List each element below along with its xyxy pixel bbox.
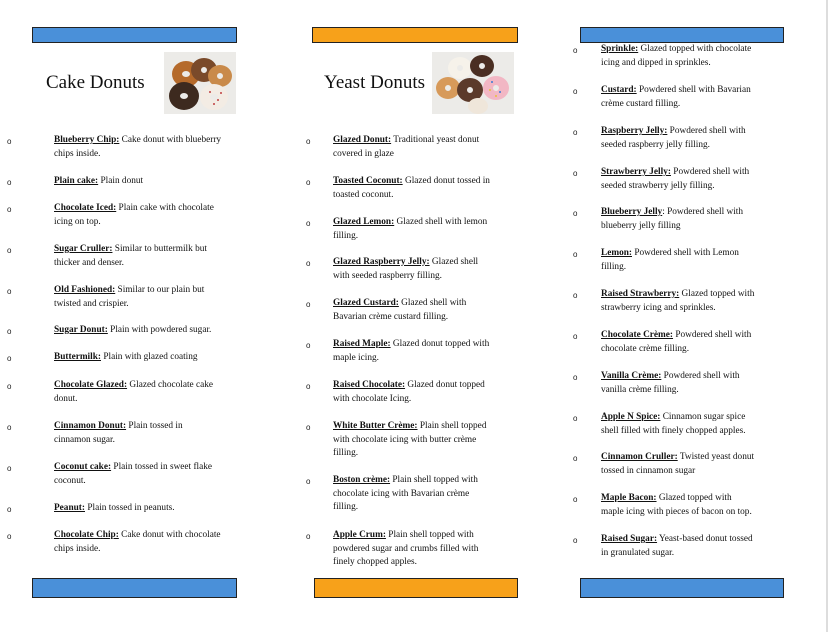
more-footer-bar: [580, 578, 784, 598]
list-bullet: o: [7, 246, 12, 255]
list-item: Peanut: Plain tossed in peanuts.: [54, 503, 175, 513]
list-bullet: o: [7, 464, 12, 473]
item-name: Glazed Raspberry Jelly:: [333, 257, 430, 267]
list-item: Chocolate Glazed: Glazed chocolate cake donut.: [54, 380, 214, 404]
list-bullet: o: [573, 87, 578, 96]
item-name: Boston crème:: [333, 475, 391, 485]
cake-header-bar: [32, 27, 237, 43]
list-bullet: o: [7, 532, 12, 541]
cake-footer-bar: [32, 578, 237, 598]
list-item: Coconut cake: Plain tossed in sweet flake coconut.: [54, 462, 213, 486]
list-bullet: o: [573, 373, 578, 382]
list-bullet: o: [7, 382, 12, 391]
list-bullet: o: [306, 532, 311, 541]
list-bullet: o: [7, 287, 12, 296]
list-bullet: o: [7, 137, 12, 146]
list-item: Sprinkle: Glazed topped with chocolate icing and dipped in sprinkles.: [601, 44, 752, 68]
item-name: Chocolate Iced:: [54, 203, 117, 213]
list-bullet: o: [306, 178, 311, 187]
list-item: Blueberry Chip: Cake donut with blueberry chips inside.: [54, 135, 222, 159]
item-name: Raised Maple:: [333, 339, 391, 349]
list-bullet: o: [306, 219, 311, 228]
list-bullet: o: [7, 354, 12, 363]
list-item: Raised Maple: Glazed donut topped with maple icing.: [333, 339, 490, 363]
item-name: Chocolate Chip:: [54, 530, 119, 540]
item-name: Apple Crum:: [333, 530, 386, 540]
list-item: Maple Bacon: Glazed topped with maple icing with pieces of bacon on top.: [601, 493, 752, 517]
list-bullet: o: [306, 137, 311, 146]
yeast-footer-bar: [314, 578, 518, 598]
list-bullet: o: [573, 291, 578, 300]
item-name: Apple N Spice:: [601, 412, 661, 422]
list-item: Raised Strawberry: Glazed topped with strawberry icing and sprinkles.: [601, 289, 755, 313]
list-item: Blueberry Jelly: Powdered shell with blueberry jelly filling: [601, 207, 744, 231]
item-name: Lemon:: [601, 248, 632, 258]
list-bullet: o: [573, 454, 578, 463]
list-bullet: o: [7, 423, 12, 432]
item-name: Blueberry Jelly: [601, 207, 663, 217]
yeast-donuts-title: Yeast Donuts: [324, 72, 426, 93]
list-item: Sugar Cruller: Similar to buttermilk but thicker and denser.: [54, 244, 207, 268]
item-name: Peanut:: [54, 503, 85, 513]
item-name: Buttermilk:: [54, 352, 101, 362]
list-bullet: o: [573, 414, 578, 423]
list-item: Sugar Donut: Plain with powdered sugar.: [54, 325, 212, 335]
list-item: Raised Chocolate: Glazed donut topped with chocolate Icing.: [333, 380, 485, 404]
list-item: Chocolate Crème: Powdered shell with chocolate crème filling.: [601, 330, 752, 354]
yeast-header-bar: [312, 27, 518, 43]
list-item: Glazed Raspberry Jelly: Glazed shell with seeded raspberry filling.: [333, 257, 479, 281]
list-item: Cinnamon Donut: Plain tossed in cinnamon sugar.: [54, 421, 183, 445]
list-item: Old Fashioned: Similar to our plain but twisted and crispier.: [54, 285, 205, 309]
item-name: Cinnamon Cruller:: [601, 452, 678, 462]
list-item: Chocolate Chip: Cake donut with chocolate chips inside.: [54, 530, 221, 554]
list-bullet: o: [7, 178, 12, 187]
item-name: Glazed Donut:: [333, 135, 392, 145]
list-item: White Butter Crème: Plain shell topped with chocolate icing with butter crème filling.: [333, 421, 487, 458]
list-bullet: o: [573, 250, 578, 259]
item-name: Glazed Custard:: [333, 298, 399, 308]
list-bullet: o: [7, 327, 12, 336]
item-name: Glazed Lemon:: [333, 217, 395, 227]
list-bullet: o: [573, 169, 578, 178]
list-item: Custard: Powdered shell with Bavarian crème custard filling.: [601, 85, 751, 109]
item-name: Maple Bacon:: [601, 493, 657, 503]
item-name: White Butter Crème:: [333, 421, 418, 431]
list-item: Glazed Lemon: Glazed shell with lemon filling.: [333, 217, 488, 241]
yeast-donuts-photo: [432, 52, 514, 114]
item-name: Chocolate Crème:: [601, 330, 674, 340]
list-item: Apple Crum: Plain shell topped with powdered sugar and crumbs filled with finely chopped apples.: [333, 530, 479, 567]
item-name: Raised Chocolate:: [333, 380, 406, 390]
item-name: Custard:: [601, 85, 637, 95]
list-item: Chocolate Iced: Plain cake with chocolate icing on top.: [54, 203, 214, 227]
list-item: Lemon: Powdered shell with Lemon filling.: [601, 248, 739, 272]
list-bullet: o: [573, 46, 578, 55]
list-item: Cinnamon Cruller: Twisted yeast donut tossed in cinnamon sugar: [601, 452, 755, 476]
item-name: Sprinkle:: [601, 44, 639, 54]
item-name: Coconut cake:: [54, 462, 112, 472]
item-name: Old Fashioned:: [54, 285, 116, 295]
list-item: Strawberry Jelly: Powdered shell with seeded strawberry jelly filling.: [601, 167, 750, 191]
item-name: Blueberry Chip:: [54, 135, 120, 145]
item-name: Cinnamon Donut:: [54, 421, 127, 431]
list-item: Vanilla Crème: Powdered shell with vanilla crème filling.: [601, 371, 740, 395]
item-name: Raised Strawberry:: [601, 289, 680, 299]
list-bullet: o: [306, 341, 311, 350]
item-name: Vanilla Crème:: [601, 371, 662, 381]
list-bullet: o: [7, 205, 12, 214]
more-header-bar: [580, 27, 784, 43]
cake-donuts-title: Cake Donuts: [46, 72, 145, 93]
list-bullet: o: [306, 423, 311, 432]
list-item: Glazed Custard: Glazed shell with Bavarian crème custard filling.: [333, 298, 467, 322]
item-name: Raspberry Jelly:: [601, 126, 668, 136]
item-name: Chocolate Glazed:: [54, 380, 128, 390]
item-name: Raised Sugar:: [601, 534, 658, 544]
list-item: Buttermilk: Plain with glazed coating: [54, 352, 198, 362]
list-item: Boston crème: Plain shell topped with chocolate icing with Bavarian crème filling.: [333, 475, 478, 512]
item-name: Sugar Donut:: [54, 325, 108, 335]
list-bullet: o: [306, 259, 311, 268]
list-bullet: o: [573, 495, 578, 504]
cake-donuts-photo: [164, 52, 236, 114]
list-item: Apple N Spice: Cinnamon sugar spice shell filled with finely chopped apples.: [601, 412, 746, 436]
list-item: Raised Sugar: Yeast-based donut tossed in granulated sugar.: [601, 534, 753, 558]
list-item: Glazed Donut: Traditional yeast donut covered in glaze: [333, 135, 480, 159]
list-bullet: o: [306, 382, 311, 391]
list-bullet: o: [573, 209, 578, 218]
item-name: Sugar Cruller:: [54, 244, 113, 254]
item-name: Strawberry Jelly:: [601, 167, 671, 177]
list-bullet: o: [573, 128, 578, 137]
list-item: Toasted Coconut: Glazed donut tossed in toasted coconut.: [333, 176, 490, 200]
item-name: Toasted Coconut:: [333, 176, 403, 186]
list-bullet: o: [306, 300, 311, 309]
list-bullet: o: [306, 477, 311, 486]
list-bullet: o: [573, 332, 578, 341]
list-bullet: o: [7, 505, 12, 514]
list-item: Raspberry Jelly: Powdered shell with seeded raspberry jelly filling.: [601, 126, 746, 150]
list-bullet: o: [573, 536, 578, 545]
item-name: Plain cake:: [54, 176, 99, 186]
list-item: Plain cake: Plain donut: [54, 176, 144, 186]
